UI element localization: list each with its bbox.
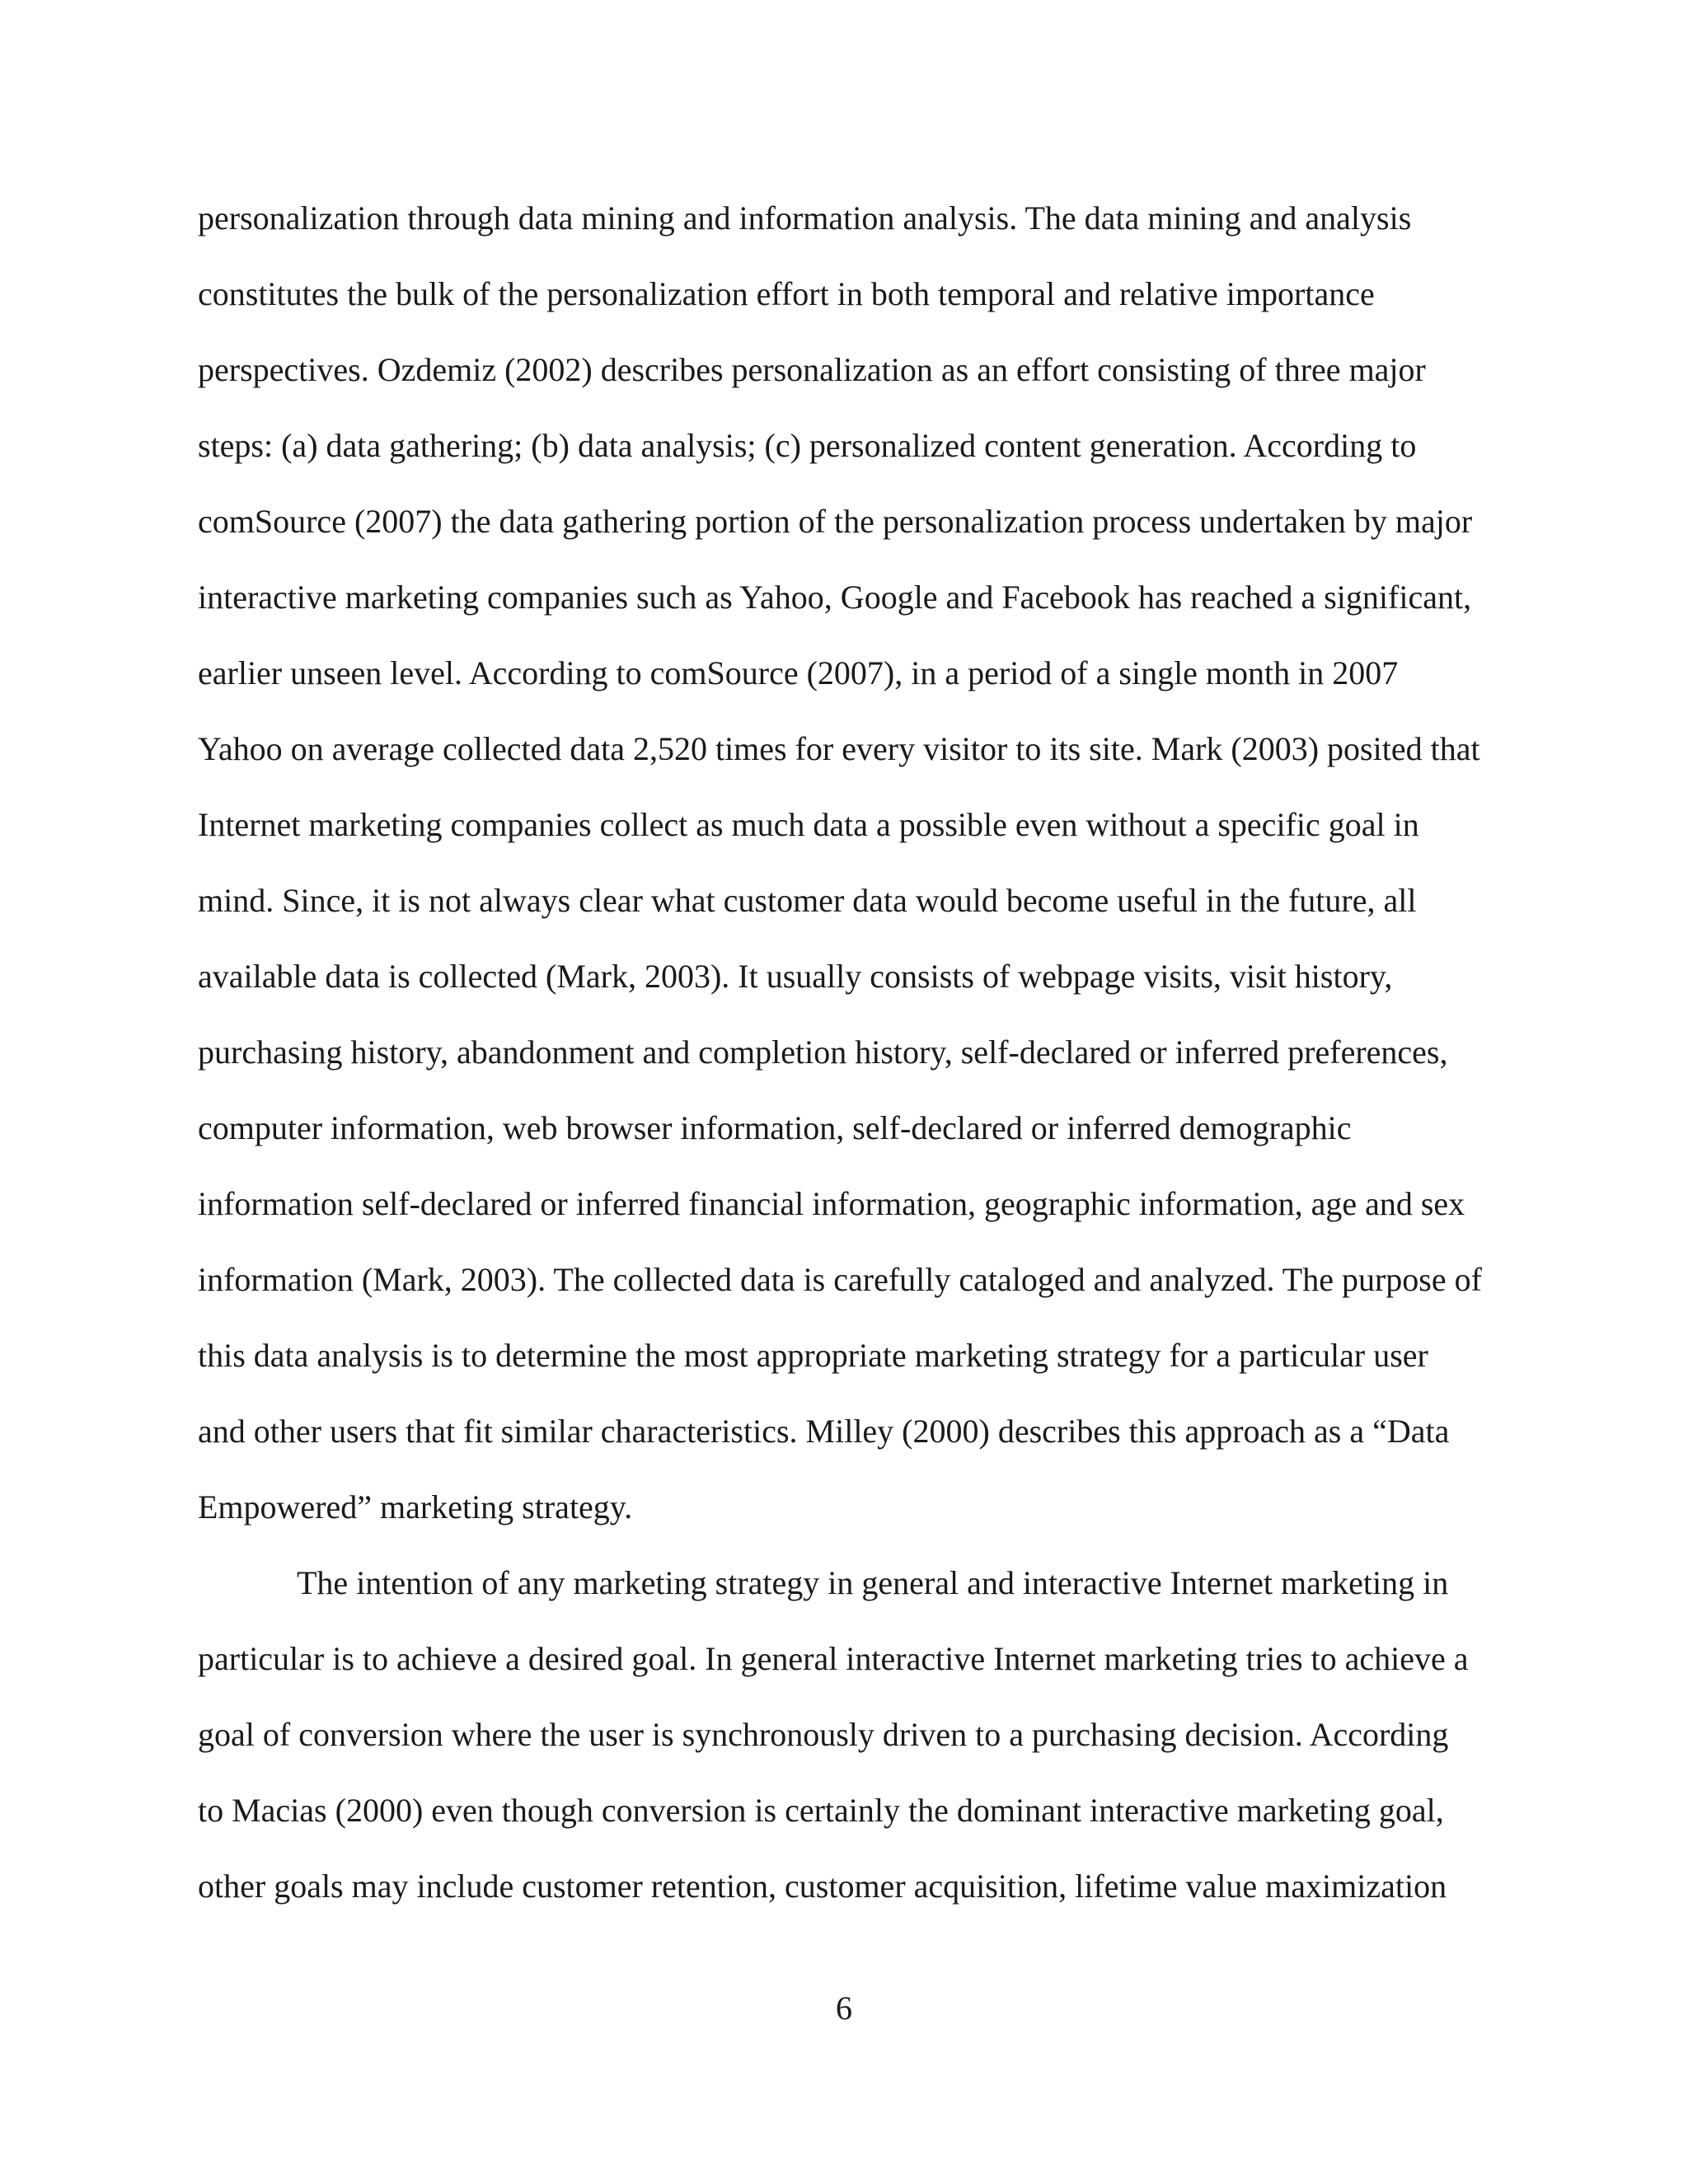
text-line: comSource (2007) the data gathering portion of the personalization process undertaken by major: [198, 503, 1473, 540]
text-line: constitutes the bulk of the personalization effort in both temporal and relative importance: [198, 275, 1375, 312]
text-line: available data is collected (Mark, 2003). It usually consists of webpage visits, visit history,: [198, 958, 1393, 995]
text-line: earlier unseen level. According to comSource (2007), in a period of a single month in 2007: [198, 654, 1399, 691]
text-line: information self-declared or inferred financial information, geographic information, age and sex: [198, 1185, 1465, 1222]
body-text: [198, 191, 1500, 1935]
text-line: goal of conversion where the user is synchronously driven to a purchasing decision. According: [198, 1716, 1449, 1753]
text-line: Internet marketing companies collect as much data a possible even without a specific goal in: [198, 806, 1419, 843]
text-line: Yahoo on average collected data 2,520 times for every visitor to its site. Mark (2003) posited that: [198, 730, 1480, 767]
paragraph-first-line: The intention of any marketing strategy in general and interactive Internet marketing in: [297, 1564, 1449, 1601]
text-line: personalization through data mining and information analysis. The data mining and analysis: [198, 199, 1412, 237]
text-line: to Macias (2000) even though conversion is certainly the dominant interactive marketing goal,: [198, 1792, 1444, 1829]
text-line: particular is to achieve a desired goal. In general interactive Internet marketing tries to achieve a: [198, 1640, 1469, 1677]
text-line: steps: (a) data gathering; (b) data analysis; (c) personalized content generation. According to: [198, 427, 1417, 464]
text-line: interactive marketing companies such as Yahoo, Google and Facebook has reached a significant,: [198, 579, 1472, 616]
text-line: information (Mark, 2003). The collected data is carefully cataloged and analyzed. The purpose of: [198, 1261, 1482, 1298]
text-line: computer information, web browser information, self-declared or inferred demographic: [198, 1109, 1352, 1146]
text-line: purchasing history, abandonment and completion history, self-declared or inferred preferences,: [198, 1033, 1448, 1071]
text-line: mind. Since, it is not always clear what customer data would become useful in the future, all: [198, 882, 1417, 919]
page-number: 6: [836, 1990, 852, 2027]
text-line: perspectives. Ozdemiz (2002) describes personalization as an effort consisting of three major: [198, 351, 1426, 388]
text-line: this data analysis is to determine the most appropriate marketing strategy for a particular user: [198, 1337, 1428, 1374]
text-line: Empowered” marketing strategy.: [198, 1488, 633, 1526]
text-line: other goals may include customer retention, customer acquisition, lifetime value maximization: [198, 1868, 1447, 1905]
text-line: and other users that fit similar characteristics. Milley (2000) describes this approach as a “Data: [198, 1413, 1450, 1450]
